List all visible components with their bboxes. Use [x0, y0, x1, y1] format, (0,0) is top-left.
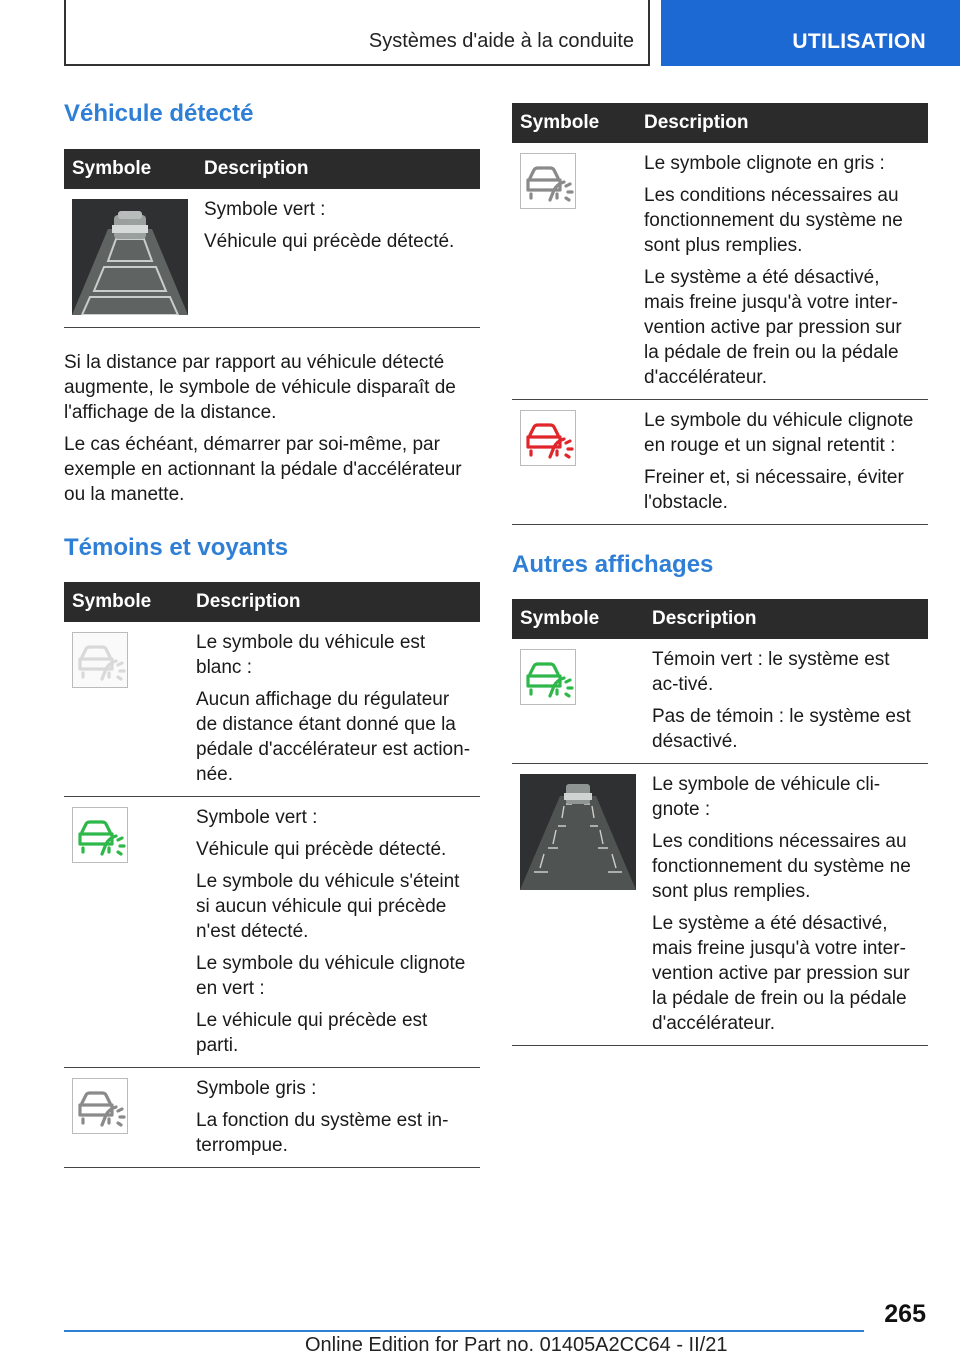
footer-edition: Online Edition for Part no. 01405A2CC64 - II/21	[305, 1334, 728, 1356]
column-header-description: Description	[636, 103, 928, 143]
description-line: Les conditions nécessaires au fonctionnement du système ne sont plus remplies.	[644, 185, 903, 256]
car-distance-gray-icon	[72, 1078, 128, 1134]
table-vehicle-detected	[64, 149, 480, 328]
description-line: Aucun affichage du régulateur de distance étant donné que la pédale d'accélérateur est action-née.	[196, 689, 471, 785]
description-line: Symbole gris :	[196, 1078, 317, 1099]
table-row	[64, 622, 480, 797]
header-section-label: UTILISATION	[792, 30, 926, 53]
column-header-description: Description	[196, 149, 480, 189]
table-row	[64, 189, 480, 328]
description-line: Pas de témoin : le système est désactivé.	[652, 706, 911, 752]
table-indicators-continued	[512, 103, 928, 525]
car-distance-red-icon	[520, 410, 576, 466]
page-number: 265	[884, 1300, 926, 1328]
column-header-description: Description	[188, 582, 480, 622]
table-row	[512, 764, 928, 1046]
column-header-symbol: Symbole	[512, 599, 644, 639]
description-line: Symbole vert :	[196, 807, 318, 828]
footer-rule	[64, 1330, 864, 1332]
vehicle-flashing-display-image	[520, 774, 636, 890]
description-line: Freiner et, si nécessaire, éviter l'obstacle.	[644, 467, 904, 513]
paragraph: Si la distance par rapport au véhicule détecté augmente, le symbole de véhicule disparaît de l'affichage de la distance.	[64, 352, 456, 423]
description-line: Le système a été désactivé, mais freine jusqu'à votre inter-vention active par pression sur la pédale de frein ou la pédale d'accélérateur.	[652, 913, 910, 1034]
column-header-symbol: Symbole	[64, 582, 188, 622]
description-line: Symbole vert :	[204, 199, 326, 220]
table-row	[512, 400, 928, 525]
header-section-tab	[661, 0, 960, 66]
column-header-symbol: Symbole	[64, 149, 196, 189]
description-line: Le symbole du véhicule est blanc :	[196, 632, 426, 678]
table-row	[64, 1068, 480, 1168]
description-line: Véhicule qui précède détecté.	[204, 231, 455, 252]
heading-other-displays: Autres affichages	[512, 551, 714, 578]
car-distance-green-icon	[72, 807, 128, 863]
description-line: Le symbole du véhicule s'éteint si aucun véhicule qui précède n'est détecté.	[196, 871, 460, 942]
description-line: Le symbole du véhicule clignote en vert :	[196, 953, 466, 999]
description-line: Le système a été désactivé, mais freine jusqu'à votre inter-vention active par pression sur la pédale de frein ou la pédale d'accélérateur.	[644, 267, 902, 388]
vehicle-detected-display-image	[72, 199, 188, 315]
description-line: Le symbole de véhicule cli-gnote :	[652, 774, 881, 820]
car-distance-gray-icon	[520, 153, 576, 209]
heading-vehicle-detected: Véhicule détecté	[64, 100, 254, 127]
left-column	[64, 100, 480, 1168]
table-indicators	[64, 582, 480, 1168]
table-row	[64, 797, 480, 1068]
car-distance-white-icon	[72, 632, 128, 688]
description-line: Le symbole clignote en gris :	[644, 153, 885, 174]
column-header-symbol: Symbole	[512, 103, 636, 143]
description-line: Les conditions nécessaires au fonctionnement du système ne sont plus remplies.	[652, 831, 911, 902]
description-line: La fonction du système est in-terrompue.	[196, 1110, 449, 1156]
table-row	[512, 143, 928, 400]
right-column	[512, 103, 928, 1046]
table-other-displays	[512, 599, 928, 1046]
header-title: Systèmes d'aide à la conduite	[368, 30, 634, 52]
column-header-description: Description	[644, 599, 928, 639]
table-row	[512, 639, 928, 764]
header-left-box	[64, 0, 650, 66]
car-distance-green-outline-icon	[520, 649, 576, 705]
description-line: Véhicule qui précède détecté.	[196, 839, 447, 860]
paragraph: Le cas échéant, démarrer par soi-même, par exemple en actionnant la pédale d'accélérateur ou la manette.	[64, 434, 462, 505]
description-line: Le véhicule qui précède est parti.	[196, 1010, 428, 1056]
description-line: Témoin vert : le système est ac-tivé.	[652, 649, 890, 695]
heading-indicators: Témoins et voyants	[64, 534, 289, 561]
description-line: Le symbole du véhicule clignote en rouge et un signal retentit :	[644, 410, 914, 456]
